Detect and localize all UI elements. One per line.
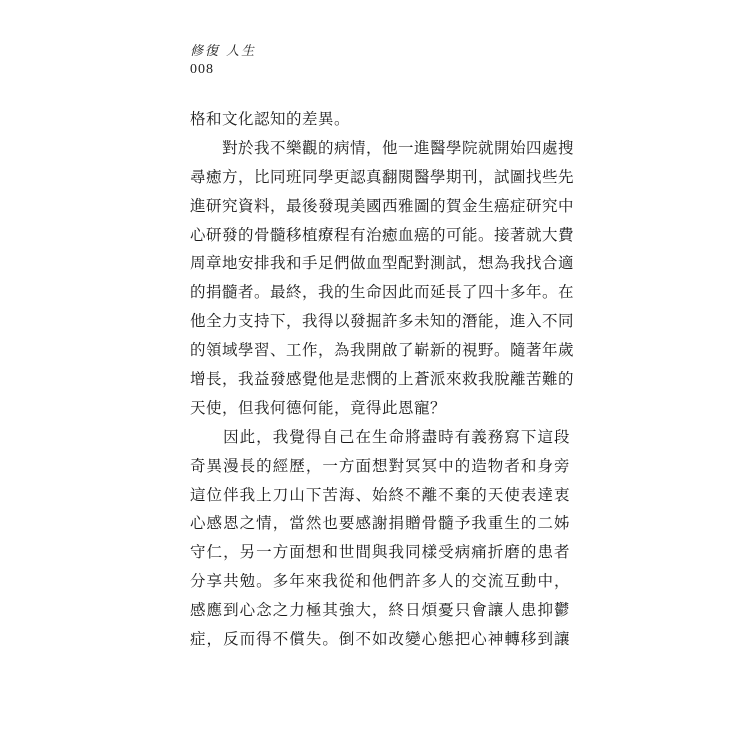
text-line: 尋癒方，比同班同學更認真翻閱醫學期刊，試圖找些先 — [190, 167, 575, 186]
text-line: 的捐髓者。最終，我的生命因此而延長了四十多年。在 — [190, 283, 575, 302]
text-line: 感應到心念之力極其強大，終日煩憂只會讓人患抑鬱 — [190, 601, 570, 620]
text-line: 格和文化認知的差異。 — [190, 110, 351, 128]
page-number: 008 — [190, 62, 214, 77]
text-line: 守仁，另一方面想和世間與我同樣受病痛折磨的患者 — [190, 543, 570, 562]
text-line: 症，反而得不償失。倒不如改變心態把心神轉移到讓 — [190, 630, 570, 649]
text-line: 進研究資料，最後發現美國西雅圖的賀金生癌症研究中 — [190, 196, 575, 215]
text-line: 他全力支持下，我得以發掘許多未知的潛能，進入不同 — [190, 312, 575, 331]
text-line: 這位伴我上刀山下苦海、始終不離不棄的天使表達衷 — [190, 485, 570, 504]
text-line: 分享共勉。多年來我從和他們許多人的交流互動中， — [190, 572, 570, 591]
text-line: 因此，我覺得自己在生命將盡時有義務寫下這段 — [190, 427, 570, 446]
text-line: 天使，但我何德何能，竟得此恩寵？ — [190, 398, 447, 417]
running-title: 修復 人生 — [190, 44, 257, 59]
text-line: 增長，我益發感覺他是悲憫的上蒼派來救我脫離苦難的 — [190, 370, 575, 389]
body-text — [190, 105, 575, 654]
text-line: 奇異漫長的經歷，一方面想對冥冥中的造物者和身旁 — [190, 456, 570, 475]
text-line: 心感恩之情，當然也要感謝捐贈骨髓予我重生的二姊 — [190, 514, 570, 533]
text-line: 的領域學習、工作，為我開啟了嶄新的視野。隨著年歲 — [190, 341, 575, 360]
text-line: 心研發的骨髓移植療程有治癒血癌的可能。接著就大費 — [190, 225, 575, 244]
text-line: 周章地安排我和手足們做血型配對測試，想為我找合適 — [190, 254, 575, 273]
text-line: 對於我不樂觀的病情，他一進醫學院就開始四處搜 — [190, 138, 575, 157]
